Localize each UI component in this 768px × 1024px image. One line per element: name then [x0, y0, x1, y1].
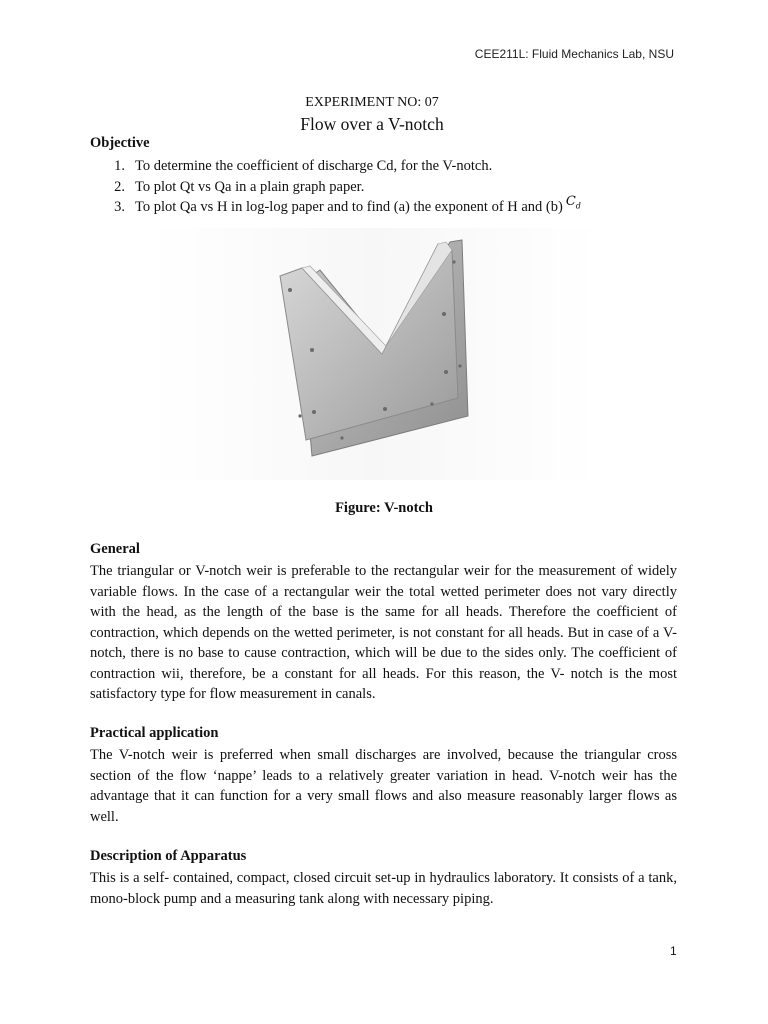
list-item: [90, 194, 690, 218]
cd-symbol: $C_d$: [565, 194, 581, 211]
list-item-number: 3.: [114, 199, 125, 215]
list-item-number: 1.: [114, 158, 125, 174]
page-header: CEE211L: Fluid Mechanics Lab, NSU: [474, 47, 674, 61]
list-item: [90, 156, 690, 177]
page-number: 1: [670, 944, 677, 958]
list-item-text: To plot Qt vs Qa in a plain graph paper.: [135, 178, 365, 195]
list-item-text: To determine the coefficient of discharge Cd, for the V-notch.: [135, 158, 493, 174]
list-item: [90, 177, 690, 198]
figure-caption: Figure: V-notch: [335, 500, 433, 516]
v-notch-figure: [150, 228, 600, 480]
practical-heading: Practical application: [90, 725, 219, 741]
experiment-number: EXPERIMENT NO: 07: [305, 95, 439, 110]
general-paragraph: The triangular or V-notch weir is preferable to the rectangular weir for the measurement of widely variable flows. In the case of a rectangular weir the total wetted perimeter does not vary directly with the head, as the length of the base is the same for all heads. Therefore the coefficient of contraction, which depends on the wetted perimeter, is not constant for all heads. But in case of a V-notch, there is no base to cause contraction, which will be due to the sides only. The coefficient of contraction wii, therefore, be a constant for all heads. For this reason, the V- notch is the most satisfactory type for flow measurement in canals.: [90, 563, 677, 702]
practical-paragraph: The V-notch weir is preferred when small discharges are involved, because the triangular cross section of the flow ‘nappe’ leads to a relatively greater variation in head. V-notch weir has the advantage that it can function for a very small flows and also measure reasonably larger flows as well.: [90, 747, 677, 825]
v-notch-image: [150, 228, 600, 480]
general-heading: General: [90, 541, 140, 557]
objective-list: [90, 156, 690, 218]
list-item-text: To plot Qa vs H in log-log paper and to find (a) the exponent of H and (b): [135, 199, 563, 215]
apparatus-heading: Description of Apparatus: [90, 848, 247, 864]
experiment-title: Flow over a V-notch: [300, 114, 444, 134]
list-item-number: 2.: [114, 178, 125, 195]
apparatus-paragraph: This is a self- contained, compact, closed circuit set-up in hydraulics laboratory. It consists of a tank, mono-block pump and a measuring tank along with necessary piping.: [90, 870, 677, 907]
objective-heading: Objective: [90, 135, 150, 151]
